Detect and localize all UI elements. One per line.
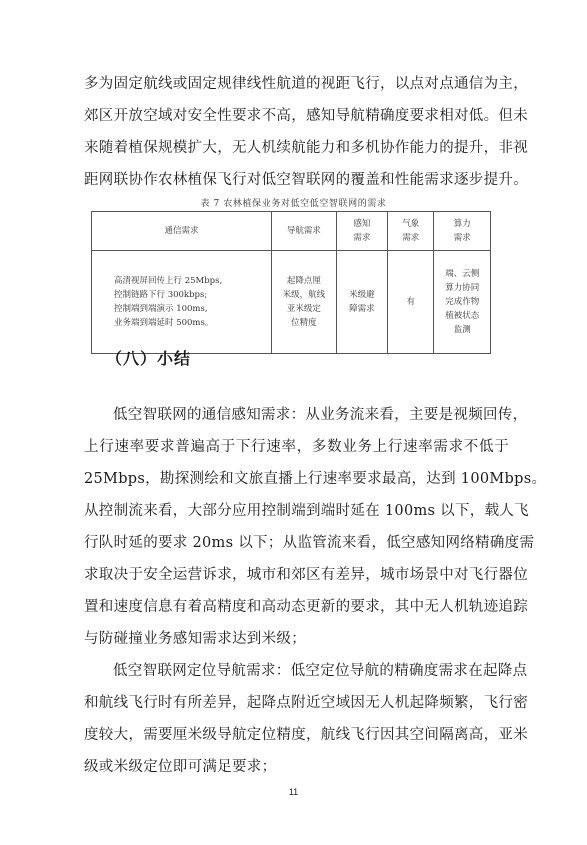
text-line: 低空智联网的通信感知需求：从业务流来看，主要是视频回传， (113, 407, 528, 423)
text-line: 多为固定航线或固定规律线性航道的视距飞行，以点对点通信为主， (84, 76, 528, 92)
cell-comm: 高清视屏回传上行 25Mbps, 控制链路下行 300kbps; 控制端到端演示 100ms, 业务端到端延时 500ms。 (92, 251, 272, 354)
text-line: 度较大，需要厘米级导航定位精度，航线飞行因其空间隔离高，亚米 (84, 727, 528, 743)
cell-weather: 有 (388, 251, 434, 354)
header-sense: 感知 需求 (336, 212, 387, 251)
text-line: 距网联协作农林植保飞行对低空智联网的覆盖和性能需求逐步提升。 (84, 172, 528, 188)
text-line: 级或米级定位即可满足要求； (84, 759, 277, 775)
header-compute: 算力 需求 (434, 212, 491, 251)
table-caption: 表 7 农林植保业务对低空低空智联网的需求 (200, 199, 387, 209)
summary-paragraph-nav (84, 655, 528, 783)
text-line: 从控制流来看，大部分应用控制端到端时延在 100ms 以下，载人飞 (84, 503, 529, 519)
page-number: 11 (288, 787, 299, 797)
header-comm: 通信需求 (92, 212, 272, 251)
text-line: 低空智联网定位导航需求：低空定位导航的精确度需求在起降点 (113, 663, 528, 679)
cell-sense: 米级避 障需求 (336, 251, 387, 354)
cell-nav: 起降点厘 米级，航线 亚米级定 位精度 (271, 251, 336, 354)
text-line: 求取决于安全运营诉求，城市和郊区有差异，城市场景中对飞行器位 (84, 567, 528, 583)
table-row (92, 251, 491, 354)
header-weather: 气象 需求 (388, 212, 434, 251)
section-title: （八）小结 (106, 349, 192, 368)
intro-paragraph (84, 68, 528, 196)
text-line: 置和速度信息有着高精度和高动态更新的要求，其中无人机轨迹追踪 (84, 599, 528, 615)
table-header-row (92, 212, 491, 251)
text-line: 行队时延的要求 20ms 以下；从监管流来看，低空感知网络精确度需 (84, 535, 535, 551)
text-line: 25Mbps，勘探测绘和文旅直播上行速率要求最高，达到 100Mbps。 (84, 471, 547, 487)
text-line: 和航线飞行时有所差异，起降点附近空域因无人机起降频繁，飞行密 (84, 695, 528, 711)
text-line: 来随着植保规模扩大，无人机续航能力和多机协作能力的提升，非视 (84, 140, 528, 156)
requirements-table (91, 211, 491, 354)
text-line: 上行速率要求普遍高于下行速率，多数业务上行速率需求不低于 (84, 439, 509, 455)
cell-compute: 端、云侧 算力协同 完成作物 植被状态 监测 (434, 251, 491, 354)
text-line: 与防碰撞业务感知需求达到米级； (84, 631, 306, 647)
summary-paragraph-comm (84, 399, 547, 655)
header-nav: 导航需求 (271, 212, 336, 251)
text-line: 郊区开放空域对安全性要求不高，感知导航精确度要求相对低。但未 (84, 108, 528, 124)
